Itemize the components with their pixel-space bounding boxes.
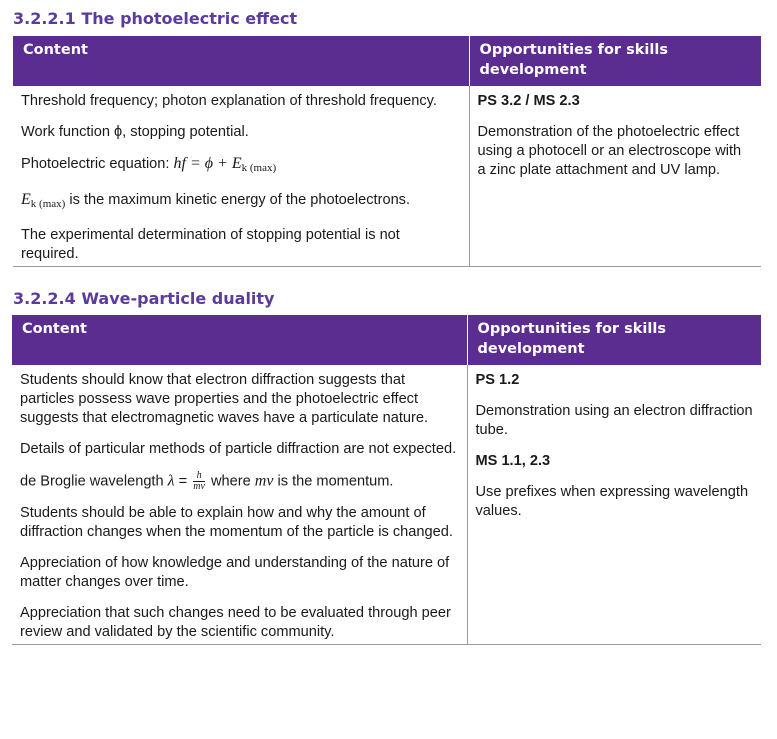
skills-cell	[469, 86, 761, 267]
equation-label: de Broglie wavelength	[20, 473, 168, 490]
content-paragraph: Appreciation of how knowledge and understanding of the nature of matter changes over time.	[20, 555, 450, 590]
content-cell	[13, 86, 469, 267]
column-header-skills: Opportunities for skills development	[469, 36, 761, 86]
photoelectric-equation	[21, 154, 461, 178]
section-title-photoelectric: 3.2.2.1 The photoelectric effect	[13, 9, 298, 28]
section-title-wave-particle: 3.2.2.4 Wave-particle duality	[13, 289, 275, 308]
kinetic-energy-text: is the maximum kinetic energy of the photoelectrons.	[65, 192, 411, 208]
table-row	[12, 365, 761, 645]
column-header-content: Content	[12, 315, 467, 365]
table-row	[13, 86, 761, 267]
kinetic-energy-definition	[21, 190, 461, 214]
column-header-skills: Opportunities for skills development	[467, 315, 761, 365]
content-paragraph: Work function ϕ, stopping potential.	[21, 124, 249, 140]
content-paragraph: The experimental determination of stopping potential is not required.	[21, 227, 400, 262]
content-cell	[12, 365, 467, 645]
equation-label: Photoelectric equation:	[21, 156, 174, 172]
equals-sign: =	[174, 473, 192, 490]
equation-subscript: k (max)	[241, 162, 277, 174]
table-header-row	[13, 36, 761, 86]
momentum-text: is the momentum.	[273, 473, 394, 490]
lambda-symbol: λ	[167, 472, 175, 490]
skills-cell	[467, 365, 761, 645]
kinetic-energy-symbol: E	[21, 191, 31, 208]
content-paragraph: Students should know that electron diffraction suggests that particles possess wave properties and the photoelectric effect suggests that electromagnetic waves have a particulate nature.	[20, 372, 429, 426]
skills-text: Demonstration using an electron diffraction tube.	[475, 403, 753, 438]
fraction-numerator: h	[193, 471, 205, 482]
skills-text: Demonstration of the photoelectric effect using a photocell or an electroscope with a zinc plate attachment and UV lamp.	[477, 124, 742, 178]
skills-text: Use prefixes when expressing wavelength values.	[475, 484, 749, 519]
content-paragraph: Details of particular methods of particle diffraction are not expected.	[20, 441, 457, 457]
content-paragraph: Students should be able to explain how and why the amount of diffraction changes when the momentum of the particle is changed.	[20, 505, 453, 540]
de-broglie-equation	[20, 471, 459, 492]
wave-particle-table	[12, 315, 761, 645]
where-text: where	[206, 473, 255, 490]
momentum-symbol: mv	[254, 472, 274, 490]
content-paragraph: Threshold frequency; photon explanation of threshold frequency.	[21, 93, 437, 109]
kinetic-energy-subscript: k (max)	[30, 198, 66, 210]
equation-formula: hf = ϕ + E	[173, 155, 242, 172]
table-header-row	[12, 315, 761, 365]
fraction	[193, 471, 205, 492]
fraction-denominator: mv	[193, 481, 205, 492]
skills-heading: PS 3.2 / MS 2.3	[477, 93, 580, 109]
column-header-content: Content	[13, 36, 469, 86]
skills-heading: PS 1.2	[475, 372, 520, 388]
content-paragraph: Appreciation that such changes need to be evaluated through peer review and validated by the scientific community.	[20, 605, 451, 640]
skills-heading: MS 1.1, 2.3	[475, 453, 551, 469]
photoelectric-table	[13, 36, 761, 267]
